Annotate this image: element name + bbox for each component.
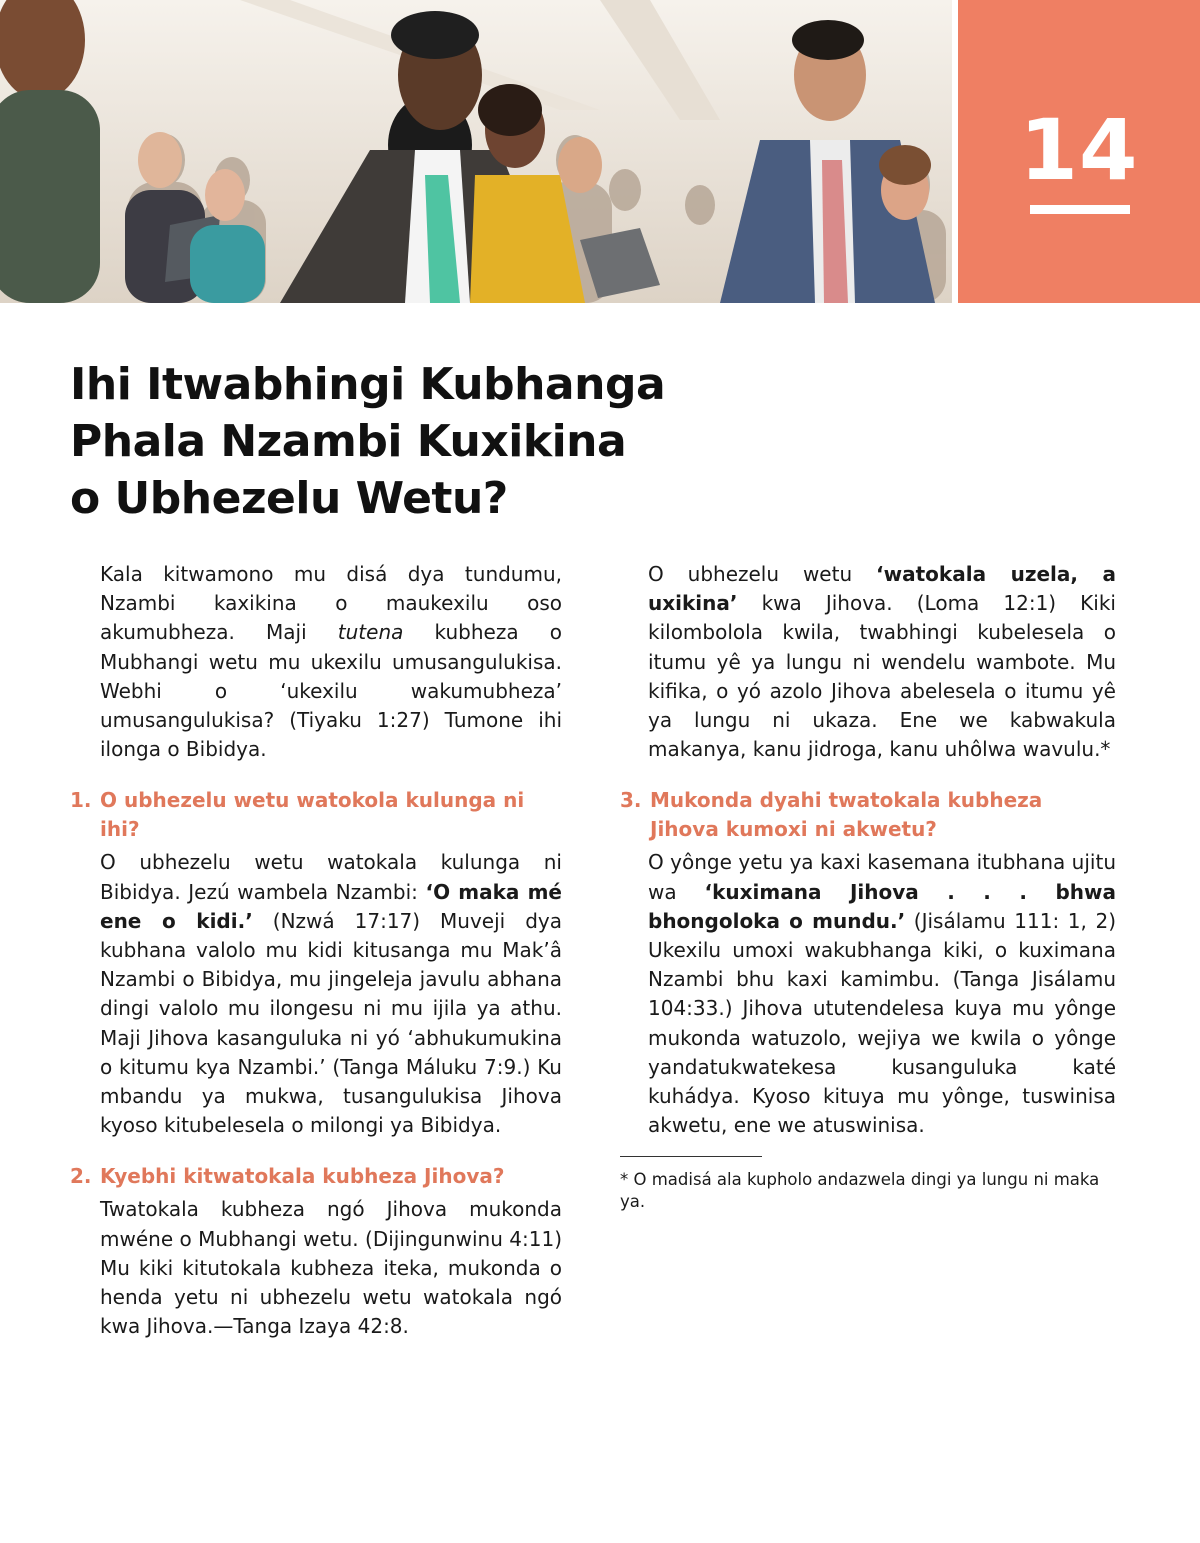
question-2-text: Kyebhi kitwatokala kubheza Jihova? (100, 1164, 505, 1189)
header-photo (0, 0, 952, 303)
answer-1-bold: ‘O maka mé ene o kidi.’ (100, 879, 562, 933)
left-column (70, 560, 562, 1341)
chapter-badge (958, 0, 1200, 303)
answer-2-continued (648, 560, 1116, 764)
continuation-bold: ‘watokala uzela, a uxikina’ (648, 562, 1116, 616)
page-title (70, 356, 720, 527)
intro-italic: tutena (337, 620, 404, 645)
chapter-number: 14 (1019, 101, 1139, 199)
answer-3-bold: ‘kuximana Jihova . . . bhwa bhongoloka o mundu.’ (648, 879, 1116, 933)
answer-3-text-b: (Jisálamu 111: 1, 2) Ukexilu umoxi wakubhanga kiki, o kuximana Nzambi bhu kaxi kamimbu. (Tanga Jisálamu 104:33.) Jihova ututendelesa kuya mu yônge mukonda watuzolo, wejiya we kwila o yônge yandatukwatekesa kusanguluka katé kuhádya. Kyoso kituya mu yônge, tuswinisa akwetu, ene we atuswinisa. (648, 908, 1117, 1138)
title-line-1: Ihi Itwabhingi Kubhanga (70, 359, 666, 410)
question-1-text: O ubhezelu wetu watokola kulunga ni ihi? (100, 788, 525, 842)
answer-3-text-a: O yônge yetu ya kaxi kasemana itubhana ujitu wa (648, 850, 1116, 904)
footnote: * O madisá ala kupholo andazwela dingi ya lungu ni maka ya. (620, 1170, 1100, 1212)
intro-text-2: kubheza o Mubhangi wetu mu ukexilu umusangulukisa. Webhi o ‘ukexilu wakumubheza’ umusangulukisa? (Tiyaku 1:27) Tumone ihi ilonga o Bibidya. (100, 620, 562, 762)
answer-3 (648, 848, 1116, 1140)
question-1-number: 1. (70, 788, 92, 813)
chapter-underline (1030, 205, 1130, 214)
answer-1 (100, 848, 562, 1140)
intro-text-1: Kala kitwamono mu disá dya tundumu, Nzambi kaxikina o maukexilu oso akumubheza. Maji (100, 562, 562, 645)
answer-2-text: Twatokala kubheza ngó Jihova mukonda mwéne o Mubhangi wetu. (Dijingunwinu 4:11) Mu kiki kitutokala kubheza iteka, mukonda o henda yetu ni ubhezelu wetu watokala ngó kwa Jihova.—Tanga Izaya 42:8. (100, 1197, 562, 1339)
answer-1-text-a: O ubhezelu wetu watokala kulunga ni Bibidya. Jezú wambela Nzambi: (100, 850, 562, 904)
question-1 (70, 786, 562, 844)
question-2-number: 2. (70, 1164, 92, 1189)
question-3-text: Mukonda dyahi twatokala kubheza Jihova kumoxi ni akwetu? (650, 788, 1043, 842)
title-line-3: o Ubhezelu Wetu? (70, 473, 508, 524)
question-3 (620, 786, 1116, 844)
continuation-text-b: kwa Jihova. (Loma 12:1) Kiki kilombolola kwila, twabhingi kubelesela o itumu yê ya lungu ni wendelu wambote. Mu kifika, o yó azolo Jihova abelesela o itumu yê ya lungu ni ukaza. Ene we kabwakula makanya, kanu jidroga, kanu uhôlwa wavulu.* (648, 591, 1116, 762)
title-line-2: Phala Nzambi Kuxikina (70, 416, 627, 467)
question-3-number: 3. (620, 788, 642, 813)
intro-paragraph (100, 560, 562, 764)
right-column (620, 560, 1116, 1213)
footnote-divider (620, 1156, 762, 1157)
congregation-singing-photo (0, 0, 952, 303)
answer-2 (100, 1195, 562, 1341)
question-2 (70, 1162, 562, 1191)
answer-1-text-b: (Nzwá 17:17) Muveji dya kubhana valolo mu kidi kitusanga mu Mak’â Nzambi o Bibidya, mu jingeleja javulu abhana dingi valolo mu ilongesu ni mu ijila ya athu. Maji Jihova kasanguluka ni yó ‘abhukumukina o kitumu kya Nzambi.’ (Tanga Máluku 7:9.) Ku mbandu ya mukwa, tusangulukisa Jihova kyoso kitubelesela o milongi ya Bibidya. (100, 908, 562, 1138)
continuation-text-a: O ubhezelu wetu (648, 562, 877, 586)
